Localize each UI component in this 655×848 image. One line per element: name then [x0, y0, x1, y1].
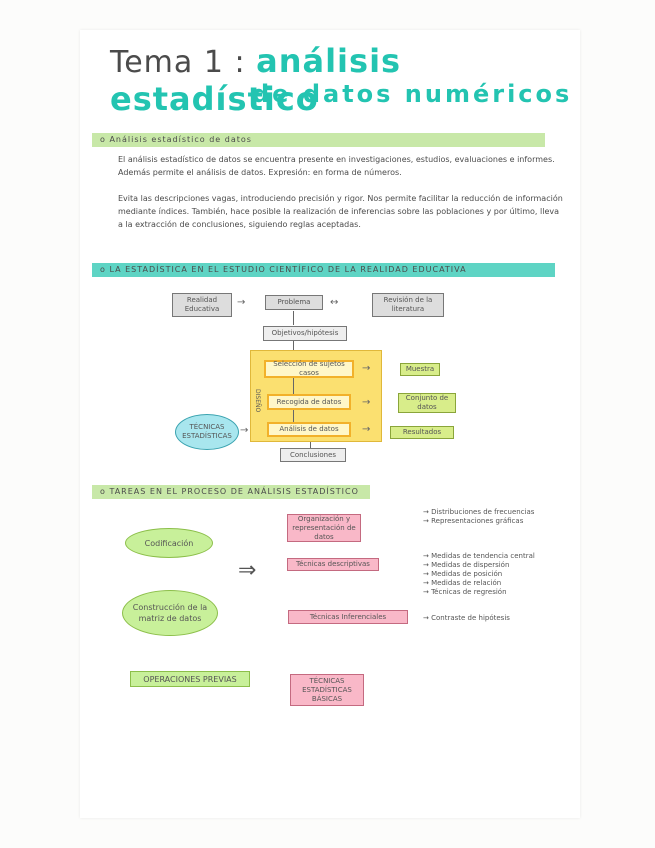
paragraph-2: Evita las descripciones vagas, introduciendo precisión y rigor. Nos permite facilitar la reducción de información mediante índices. También, hace posible la realización de inferencias sobre las poblaciones y por último, lleva a la extracción de conclusiones, siguiendo reglas aceptadas.: [118, 194, 563, 229]
list-item: → Medidas de posición: [423, 570, 503, 578]
arrow-right-icon: →: [362, 397, 371, 408]
revision-box: Revisión de la literatura: [372, 293, 444, 317]
section-heading-estadistica: o LA ESTADÍSTICA EN EL ESTUDIO CIENTÍFICO DE LA REALIDAD EDUCATIVA: [92, 263, 555, 277]
tecnicas-basicas-box: TÉCNICAS ESTADÍSTICAS BÁSICAS: [290, 674, 364, 706]
organizacion-list: [423, 508, 534, 526]
descriptivas-list: [423, 552, 535, 597]
analisis-box: Análisis de datos: [267, 422, 351, 437]
arrow-right-icon: →: [240, 425, 249, 436]
list-item: → Distribuciones de frecuencias: [423, 508, 535, 516]
connector-line: [293, 311, 294, 325]
list-item: → Contraste de hipótesis: [423, 614, 510, 622]
arrow-right-icon: →: [237, 297, 246, 308]
diseno-label: DISEÑO: [254, 389, 261, 413]
recogida-box: Recogida de datos: [267, 394, 351, 410]
construccion-oval: Construcción de la matriz de datos: [122, 590, 218, 636]
list-item: → Medidas de relación: [423, 579, 502, 587]
arrow-right-icon: →: [362, 363, 371, 374]
list-item: → Medidas de tendencia central: [423, 552, 535, 560]
section-heading-tareas: o TAREAS EN EL PROCESO DE ANÁLISIS ESTADÍSTICO: [92, 485, 370, 499]
conclusiones-box: Conclusiones: [280, 448, 346, 462]
descriptivas-box: Técnicas descriptivas: [287, 558, 379, 571]
section-heading-analisis: o Análisis estadístico de datos: [92, 133, 545, 147]
notes-page: [80, 30, 580, 818]
muestra-box: Muestra: [400, 363, 440, 376]
realidad-box: Realidad Educativa: [172, 293, 232, 317]
arrow-right-icon: →: [362, 424, 371, 435]
connector-line: [293, 378, 294, 395]
inferenciales-list: [423, 614, 510, 623]
paragraph-1: El análisis estadístico de datos se encuentra presente en investigaciones, estudios, evaluaciones e informes. Además permite el análisis de datos. Expresión: en forma de números.: [118, 155, 555, 177]
tecnicas-oval: TÉCNICAS ESTADÍSTICAS: [175, 414, 239, 450]
codificacion-oval: Codificación: [125, 528, 213, 558]
resultados-box: Resultados: [390, 426, 454, 439]
objetivos-box: Objetivos/hipótesis: [263, 326, 347, 341]
arrow-both-icon: ↔: [330, 297, 339, 308]
problema-box: Problema: [265, 295, 323, 310]
operaciones-box: OPERACIONES PREVIAS: [130, 671, 250, 687]
conjunto-box: Conjunto de datos: [398, 393, 456, 413]
list-item: → Medidas de dispersión: [423, 561, 510, 569]
organizacion-box: Organización y representación de datos: [287, 514, 361, 542]
list-item: → Técnicas de regresión: [423, 588, 507, 596]
list-item: → Representaciones gráficas: [423, 517, 524, 525]
title-line2: de datos numéricos: [252, 80, 573, 108]
title-line1: análisis estadístico: [110, 42, 402, 118]
implies-arrow-icon: ⇒: [238, 558, 257, 583]
inferenciales-box: Técnicas Inferenciales: [288, 610, 408, 624]
title-prefix: Tema 1 :: [110, 45, 246, 80]
seleccion-box: Selección de sujetos casos: [264, 360, 354, 378]
